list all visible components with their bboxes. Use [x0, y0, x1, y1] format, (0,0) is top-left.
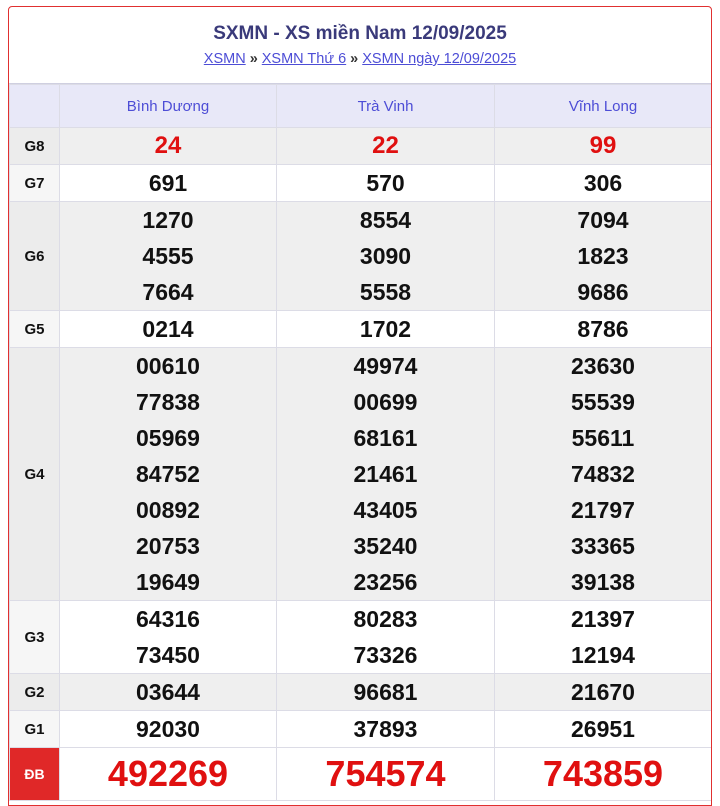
prize-cell [495, 601, 712, 674]
prize-number: 691 [148, 170, 188, 196]
prize-cell [277, 348, 495, 601]
prize-cell [277, 748, 495, 801]
prize-number: 33365 [571, 533, 635, 559]
prize-label: G5 [10, 311, 60, 348]
prize-cell [60, 165, 277, 202]
breadcrumb [9, 51, 711, 67]
province-header-vinh-long[interactable]: Vĩnh Long [495, 85, 712, 128]
prize-row-g2 [10, 674, 712, 711]
prize-rows [10, 128, 712, 801]
prize-row-g1 [10, 711, 712, 748]
prize-cell [495, 711, 712, 748]
prize-number: 21797 [571, 497, 635, 523]
prize-number: 49974 [353, 353, 418, 379]
results-header [9, 7, 711, 84]
prize-row-g7 [10, 165, 712, 202]
prize-number: 35240 [353, 533, 418, 559]
prize-number: 23256 [353, 569, 418, 595]
prize-number: 23630 [571, 353, 635, 379]
prize-number: 1823 [577, 243, 629, 269]
prize-number: 7094 [577, 207, 629, 233]
prize-number: 21397 [571, 606, 635, 632]
results-table [9, 84, 712, 801]
prize-label: G4 [10, 348, 60, 601]
prize-cell [60, 748, 277, 801]
prize-number: 55539 [571, 389, 635, 415]
prize-number: 05969 [136, 425, 200, 451]
prize-number: 9686 [577, 279, 629, 305]
prize-cell [495, 128, 712, 165]
prize-number: 99 [589, 132, 617, 159]
prize-cell [60, 711, 277, 748]
prize-number: 4555 [142, 243, 194, 269]
prize-row-g8 [10, 128, 712, 165]
prize-number: 00699 [353, 389, 418, 415]
prize-number: 73450 [136, 642, 200, 668]
prize-number: 21461 [353, 461, 418, 487]
prize-label: G8 [10, 128, 60, 165]
prize-number: 64316 [136, 606, 200, 632]
prize-number: 8786 [577, 316, 629, 342]
breadcrumb-link-xsmn[interactable]: XSMN [203, 51, 246, 67]
prize-cell [277, 202, 495, 311]
prize-number: 26951 [571, 716, 635, 742]
prize-number: 22 [372, 132, 399, 159]
prize-cell [277, 711, 495, 748]
prize-label: ĐB [10, 748, 60, 801]
prize-number: 7664 [142, 279, 194, 305]
prize-row-db [10, 748, 712, 801]
prize-number: 74832 [571, 461, 635, 487]
prize-cell [277, 128, 495, 165]
prize-number: 92030 [136, 716, 200, 742]
prize-number: 03644 [136, 679, 200, 705]
prize-number: 3090 [359, 243, 412, 269]
prize-number: 20753 [136, 533, 200, 559]
prize-number: 754574 [325, 753, 446, 794]
prize-number: 68161 [353, 425, 418, 451]
prize-number: 5558 [359, 279, 412, 305]
prize-number: 55611 [571, 425, 635, 451]
prize-cell [60, 674, 277, 711]
prize-number: 00892 [136, 497, 200, 523]
prize-number: 1702 [359, 316, 412, 342]
prize-label: G6 [10, 202, 60, 311]
prize-cell [495, 202, 712, 311]
prize-cell [277, 311, 495, 348]
breadcrumb-separator: » [249, 51, 258, 67]
prize-label: G7 [10, 165, 60, 202]
prize-number: 43405 [353, 497, 418, 523]
prize-number: 39138 [571, 569, 635, 595]
province-header-tra-vinh[interactable]: Trà Vinh [277, 85, 495, 128]
prize-label: G2 [10, 674, 60, 711]
prize-number: 0214 [142, 316, 194, 342]
prize-number: 306 [583, 170, 623, 196]
prize-row-g4 [10, 348, 712, 601]
prize-number: 84752 [136, 461, 200, 487]
prize-cell [495, 311, 712, 348]
prize-number: 19649 [136, 569, 200, 595]
prize-number: 1270 [142, 207, 194, 233]
breadcrumb-link-xsmn-date[interactable]: XSMN ngày 12/09/2025 [362, 51, 517, 67]
prize-number: 73326 [353, 642, 418, 668]
prize-row-g5 [10, 311, 712, 348]
prize-row-g6 [10, 202, 712, 311]
results-card [8, 6, 712, 806]
prize-cell [495, 748, 712, 801]
prize-number: 00610 [136, 353, 200, 379]
prize-cell [60, 601, 277, 674]
prize-cell [277, 165, 495, 202]
prize-number: 37893 [353, 716, 418, 742]
prize-number: 492269 [107, 753, 229, 794]
prize-cell [495, 348, 712, 601]
prize-number: 743859 [542, 753, 664, 794]
prize-number: 77838 [136, 389, 200, 415]
prize-cell [277, 601, 495, 674]
prize-cell [277, 674, 495, 711]
prize-cell [60, 202, 277, 311]
prize-number: 96681 [353, 679, 418, 705]
corner-cell [10, 85, 60, 128]
prize-number: 12194 [571, 642, 635, 668]
breadcrumb-separator: » [350, 51, 359, 67]
prize-number: 24 [154, 132, 182, 159]
prize-cell [495, 674, 712, 711]
province-header-binh-duong[interactable]: Bình Dương [60, 85, 277, 128]
prize-row-g3 [10, 601, 712, 674]
province-header-row [10, 85, 712, 128]
prize-label: G3 [10, 601, 60, 674]
prize-cell [495, 165, 712, 202]
prize-number: 570 [366, 170, 405, 196]
prize-label: G1 [10, 711, 60, 748]
prize-number: 8554 [359, 207, 412, 233]
breadcrumb-link-xsmn-thu6[interactable]: XSMN Thứ 6 [261, 51, 347, 67]
prize-number: 80283 [353, 606, 418, 632]
page-title: SXMN - XS miền Nam 12/09/2025 [213, 23, 507, 44]
prize-cell [60, 348, 277, 601]
prize-cell [60, 311, 277, 348]
prize-number: 21670 [571, 679, 635, 705]
prize-cell [60, 128, 277, 165]
